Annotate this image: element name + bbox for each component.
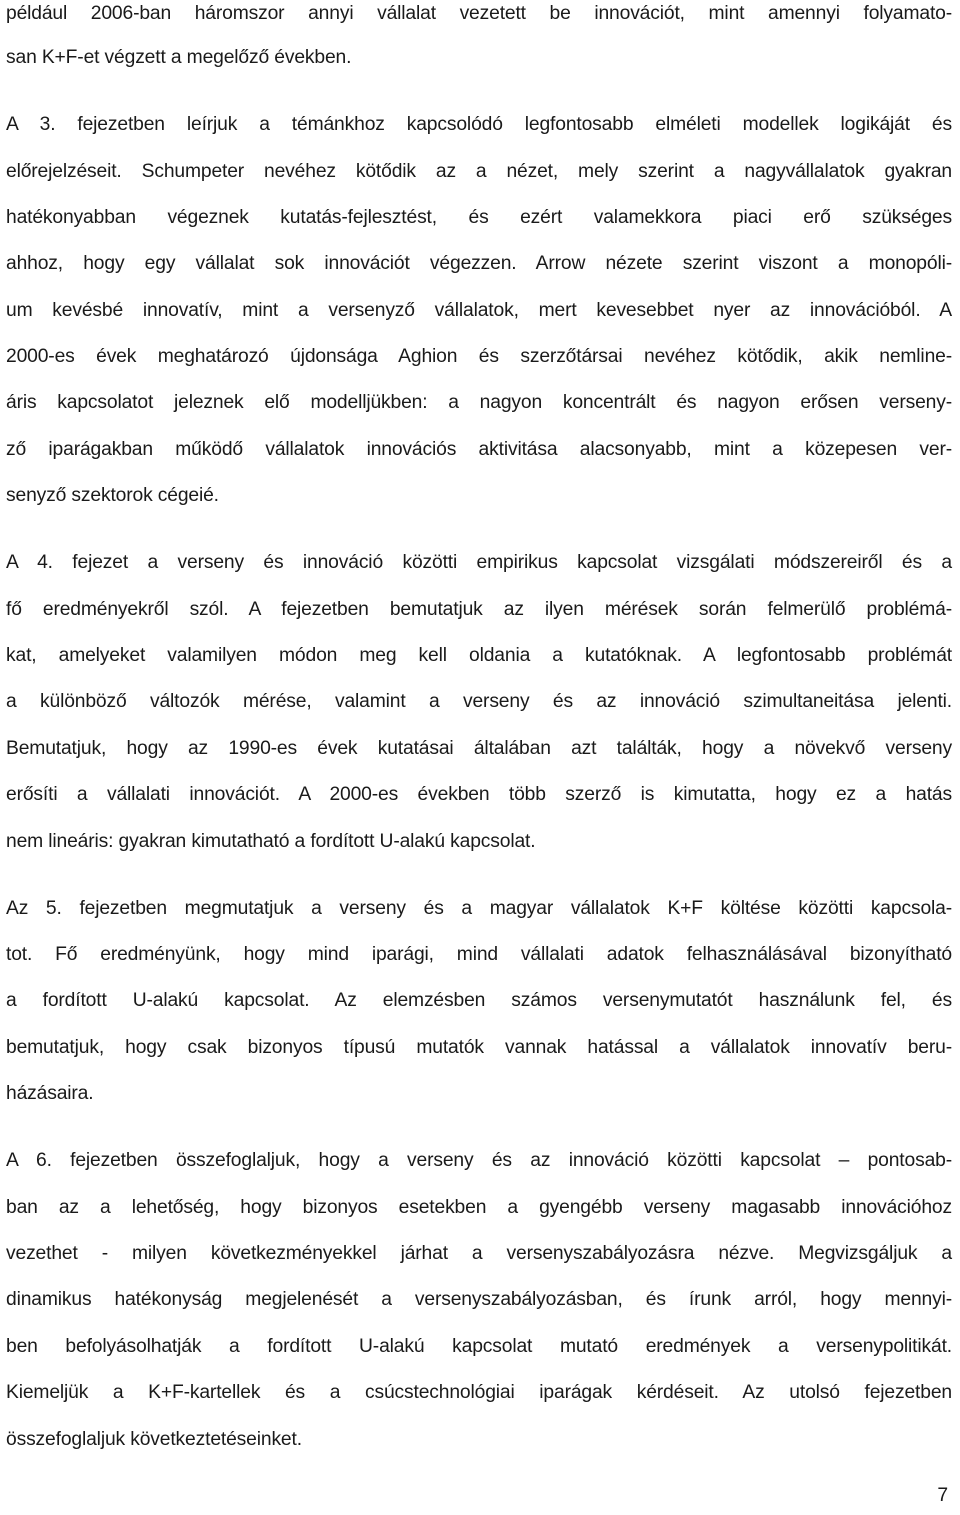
text-line: ahhoz, hogy egy vállalat sok innovációt végezzen. Arrow nézete szerint viszont a monopóli- [6, 253, 952, 274]
text-line: A 4. fejezet a verseny és innováció közötti empirikus kapcsolat vizsgálati módszereiről és a [6, 552, 952, 573]
text-line: ban az a lehetőség, hogy bizonyos esetekben a gyengébb verseny magasabb innovációhoz [6, 1197, 952, 1218]
text-line: ben befolyásolhatják a fordított U-alakú kapcsolat mutató eredmények a versenypolitikát. [6, 1336, 952, 1357]
text-line: áris kapcsolatot jeleznek elő modelljükben: a nagyon koncentrált és nagyon erősen verseny- [6, 392, 952, 413]
text-line: senyző szektorok cégeié. [6, 485, 219, 506]
text-line: fő eredményekről szól. A fejezetben bemutatjuk az ilyen mérések során felmerülő problémá- [6, 599, 952, 620]
text-line: Bemutatjuk, hogy az 1990-es évek kutatásai általában azt találták, hogy a növekvő verseny [6, 738, 952, 759]
text-line: nem lineáris: gyakran kimutatható a fordított U-alakú kapcsolat. [6, 831, 536, 852]
text-line: A 6. fejezetben összefoglaljuk, hogy a verseny és az innováció közötti kapcsolat – pontosab- [6, 1150, 952, 1171]
text-line: a különböző változók mérése, valamint a verseny és az innováció szimultaneitása jelenti. [6, 691, 952, 712]
text-line: vezethet - milyen következményekkel járhat a versenyszabályozásra nézve. Megvizsgáljuk a [6, 1243, 952, 1264]
text-line: bemutatjuk, hogy csak bizonyos típusú mutatók vannak hatással a vállalatok innovatív beru- [6, 1037, 952, 1058]
page-number: 7 [937, 1485, 948, 1506]
text-line: 2000-es évek meghatározó újdonsága Aghion és szerzőtársai nevéhez kötődik, akik nemline- [6, 346, 952, 367]
text-line: tot. Fő eredményünk, hogy mind iparági, mind vállalati adatok felhasználásával bizonyítható [6, 944, 952, 965]
text-line: A 3. fejezetben leírjuk a témánkhoz kapcsolódó legfontosabb elméleti modellek logikáját és [6, 114, 952, 135]
text-line: Az 5. fejezetben megmutatjuk a verseny és a magyar vállalatok K+F költése közötti kapcsola- [6, 898, 952, 919]
text-line: például 2006-ban háromszor annyi vállalat vezetett be innovációt, mint amennyi folyamato- [6, 3, 952, 24]
text-line: házásaira. [6, 1083, 94, 1104]
text-line: um kevésbé innovatív, mint a versenyző vállalatok, mert kevesebbet nyer az innovációból. A [6, 300, 952, 321]
text-line: összefoglaljuk következtetéseinket. [6, 1429, 302, 1450]
text-line: erősíti a vállalati innovációt. A 2000-es években több szerző is kimutatta, hogy ez a hatás [6, 784, 952, 805]
text-line: dinamikus hatékonyság megjelenését a versenyszabályozásban, és írunk arról, hogy mennyi- [6, 1289, 952, 1310]
text-line: ző iparágakban működő vállalatok innovációs aktivitása alacsonyabb, mint a közepesen ver- [6, 439, 952, 460]
text-line: kat, amelyeket valamilyen módon meg kell oldania a kutatóknak. A legfontosabb problémát [6, 645, 952, 666]
text-line: san K+F-et végzett a megelőző években. [6, 47, 352, 68]
text-line: előrejelzéseit. Schumpeter nevéhez kötődik az a nézet, mely szerint a nagyvállalatok gyakran [6, 161, 952, 182]
text-line: a fordított U-alakú kapcsolat. Az elemzésben számos versenymutatót használunk fel, és [6, 990, 952, 1011]
text-line: Kiemeljük a K+F-kartellek és a csúcstechnológiai iparágak kérdéseit. Az utolsó fejezetben [6, 1382, 952, 1403]
text-line: hatékonyabban végeznek kutatás-fejlesztést, és ezért valamekkora piaci erő szükséges [6, 207, 952, 228]
